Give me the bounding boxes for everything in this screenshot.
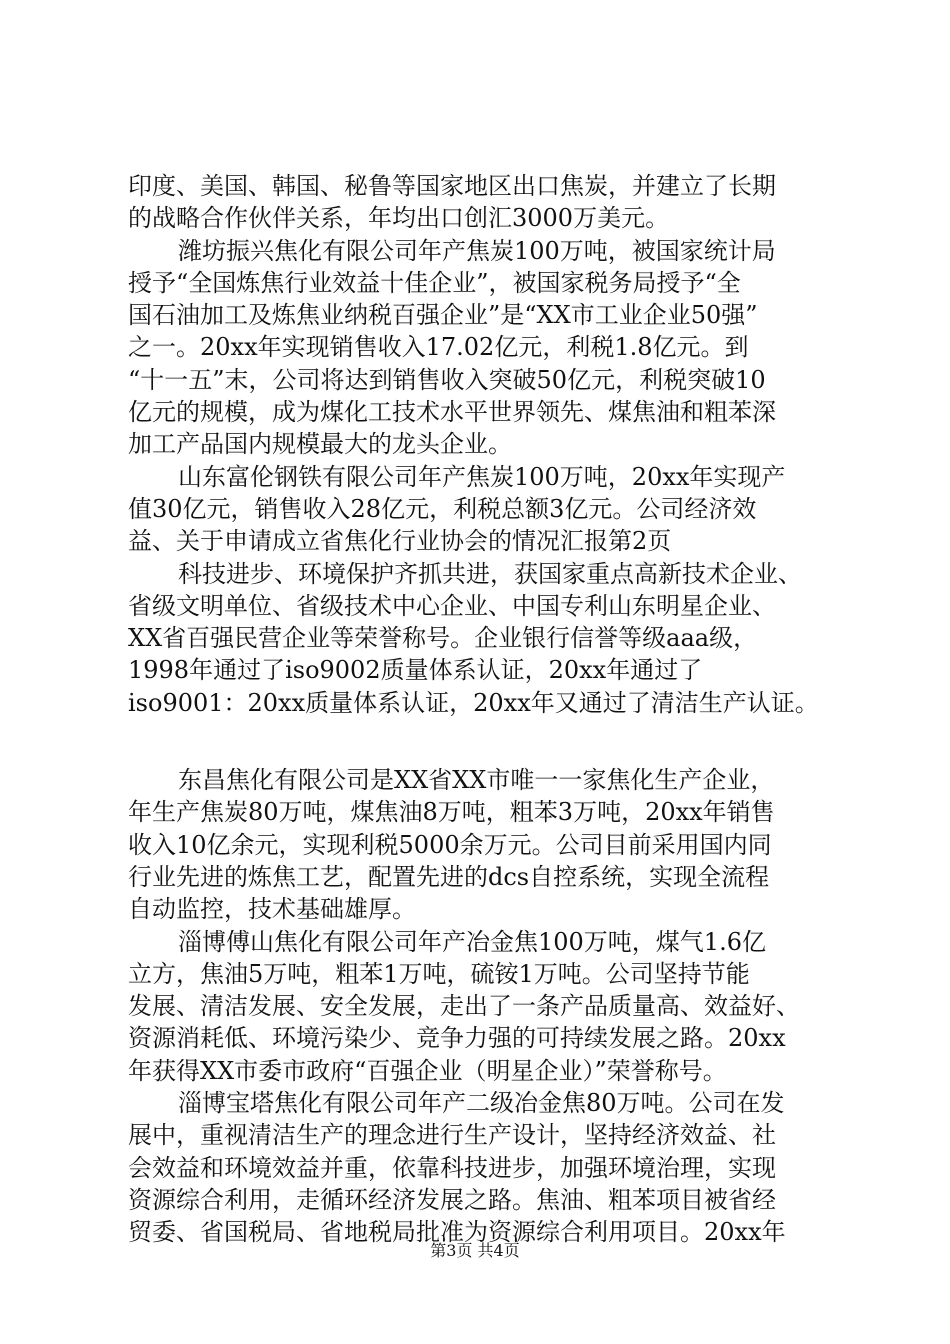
text-line: 潍坊振兴焦化有限公司年产焦炭100万吨，被国家统计局	[178, 236, 776, 265]
paragraph-honors	[128, 558, 828, 719]
text-line: 之一。20xx年实现销售收入17.02亿元，利税1.8亿元。到	[128, 333, 749, 362]
text-line: XX省百强民营企业等荣誉称号。企业银行信誉等级aaa级，	[128, 624, 758, 653]
text-line: 加工产品国内规模最大的龙头企业。	[128, 430, 512, 459]
text-line: 发展、清洁发展、安全发展，走出了一条产品质量高、效益好、	[128, 992, 800, 1021]
text-line: 展中，重视清洁生产的理念进行生产设计，坚持经济效益、社	[128, 1121, 776, 1150]
paragraph-export	[128, 170, 828, 235]
paragraph-weifang-zhenxing	[128, 235, 828, 461]
text-line: 立方，焦油5万吨，粗苯1万吨，硫铵1万吨。公司坚持节能	[128, 959, 750, 988]
text-line: 收入10亿余元，实现利税5000余万元。公司目前采用国内同	[128, 830, 772, 859]
text-line: 资源综合利用，走循环经济发展之路。焦油、粗苯项目被省经	[128, 1185, 776, 1214]
text-line: 淄博傅山焦化有限公司年产冶金焦100万吨，煤气1.6亿	[178, 927, 766, 956]
text-line: 省级文明单位、省级技术中心企业、中国专利山东明星企业、	[128, 591, 776, 620]
text-line: 东昌焦化有限公司是XX省XX市唯一一家焦化生产企业，	[178, 766, 775, 795]
text-line: 授予“全国炼焦行业效益十佳企业”，被国家税务局授予“全	[128, 268, 741, 297]
paragraph-zibo-fushan	[128, 926, 828, 1087]
text-line: 山东富伦钢铁有限公司年产焦炭100万吨，20xx年实现产	[178, 462, 786, 491]
paragraph-shandong-fulun	[128, 461, 828, 558]
text-line: 益、关于申请成立省焦化行业协会的情况汇报第2页	[128, 527, 672, 556]
page-number-footer: 第3页 共4页	[430, 1241, 520, 1260]
text-line: 亿元的规模，成为煤化工技术水平世界领先、煤焦油和粗苯深	[128, 398, 776, 427]
text-line: 的战略合作伙伴关系，年均出口创汇3000万美元。	[128, 204, 670, 233]
text-line: 年获得XX市委市政府“百强企业（明星企业）”荣誉称号。	[128, 1056, 727, 1085]
text-line: 国石油加工及炼焦业纳税百强企业”是“XX市工业企业50强”	[128, 301, 758, 330]
text-line: iso9001：20xx质量体系认证，20xx年又通过了清洁生产认证。	[128, 688, 819, 717]
text-line: 会效益和环境效益并重，依靠科技进步，加强环境治理，实现	[128, 1153, 776, 1182]
text-line: 资源消耗低、环境污染少、竞争力强的可持续发展之路。20xx	[128, 1024, 786, 1053]
text-line: 行业先进的炼焦工艺，配置先进的dcs自控系统，实现全流程	[128, 862, 770, 891]
text-line: 值30亿元，销售收入28亿元，利税总额3亿元。公司经济效	[128, 494, 757, 523]
text-line: 自动监控，技术基础雄厚。	[128, 895, 416, 924]
text-line: 科技进步、环境保护齐抓共进，获国家重点高新技术企业、	[178, 559, 802, 588]
text-line: “十一五”末，公司将达到销售收入突破50亿元，利税突破10	[128, 365, 766, 394]
paragraph-gap	[128, 719, 828, 764]
text-line: 贸委、省国税局、省地税局批准为资源综合利用项目。20xx年	[128, 1218, 786, 1247]
text-line: 1998年通过了iso9002质量体系认证，20xx年通过了	[128, 656, 703, 685]
paragraph-dongchang	[128, 764, 828, 925]
text-line: 印度、美国、韩国、秘鲁等国家地区出口焦炭，并建立了长期	[128, 172, 776, 200]
document-body	[128, 170, 828, 1249]
text-line: 淄博宝塔焦化有限公司年产二级冶金焦80万吨。公司在发	[178, 1089, 785, 1118]
paragraph-zibo-baota	[128, 1087, 828, 1248]
text-line: 年生产焦炭80万吨，煤焦油8万吨，粗苯3万吨，20xx年销售	[128, 798, 775, 827]
